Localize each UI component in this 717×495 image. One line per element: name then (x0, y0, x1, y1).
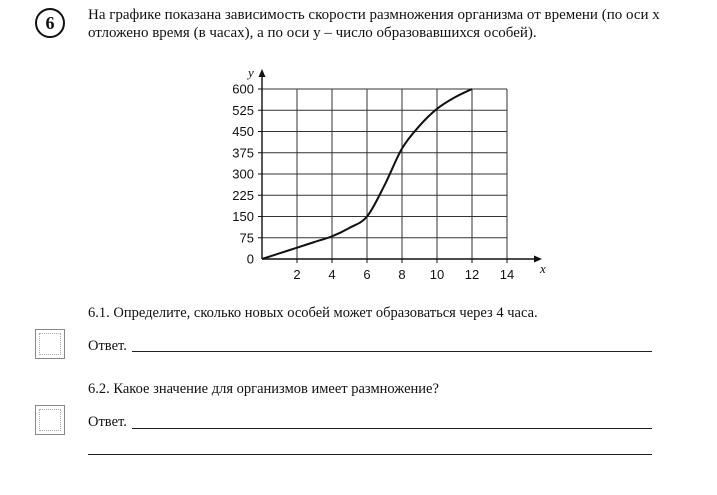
y-tick-label: 450 (232, 124, 254, 139)
x-tick-label: 14 (499, 267, 515, 282)
x-tick-label: 8 (398, 267, 406, 282)
question-6-1: 6.1. Определите, сколько новых особей может образоваться через 4 часа. (88, 305, 538, 321)
y-tick-label: 225 (232, 187, 254, 203)
x-axis-label: x (540, 261, 546, 276)
y-axis-arrow (259, 69, 266, 77)
x-tick-label: 4 (328, 267, 336, 282)
y-tick-label: 75 (239, 230, 254, 246)
x-tick-label: 6 (363, 267, 371, 282)
y-tick-label: 375 (232, 145, 254, 161)
answer-line-6-2-extra[interactable] (88, 454, 652, 455)
y-tick-label: 300 (232, 166, 254, 182)
x-tick-label: 12 (464, 267, 480, 282)
y-tick-label: 150 (232, 209, 254, 224)
answer-line-6-1[interactable] (132, 351, 652, 352)
answer-box-6-1[interactable] (35, 329, 65, 359)
x-tick-label: 2 (293, 267, 301, 282)
task-text-line-1: На графике показана зависимость скорости размножения организма от времени (по оси x (88, 7, 660, 23)
task-number: 6 (35, 8, 65, 38)
answer-label-6-2: Ответ. (88, 414, 127, 430)
question-6-2: 6.2. Какое значение для организмов имеет размножение? (88, 381, 439, 397)
y-tick-label: 600 (232, 81, 254, 97)
x-tick-label: 10 (429, 267, 445, 282)
y-axis-label: y (248, 65, 254, 80)
answer-label-6-1: Ответ. (88, 338, 127, 354)
y-tick-label: 0 (246, 251, 254, 267)
answer-box-6-2[interactable] (35, 405, 65, 435)
task-text-line-2: отложено время (в часах), а по оси y – число образовавшихся особей). (88, 25, 537, 41)
y-tick-label: 525 (232, 102, 254, 118)
answer-line-6-2[interactable] (132, 428, 652, 429)
